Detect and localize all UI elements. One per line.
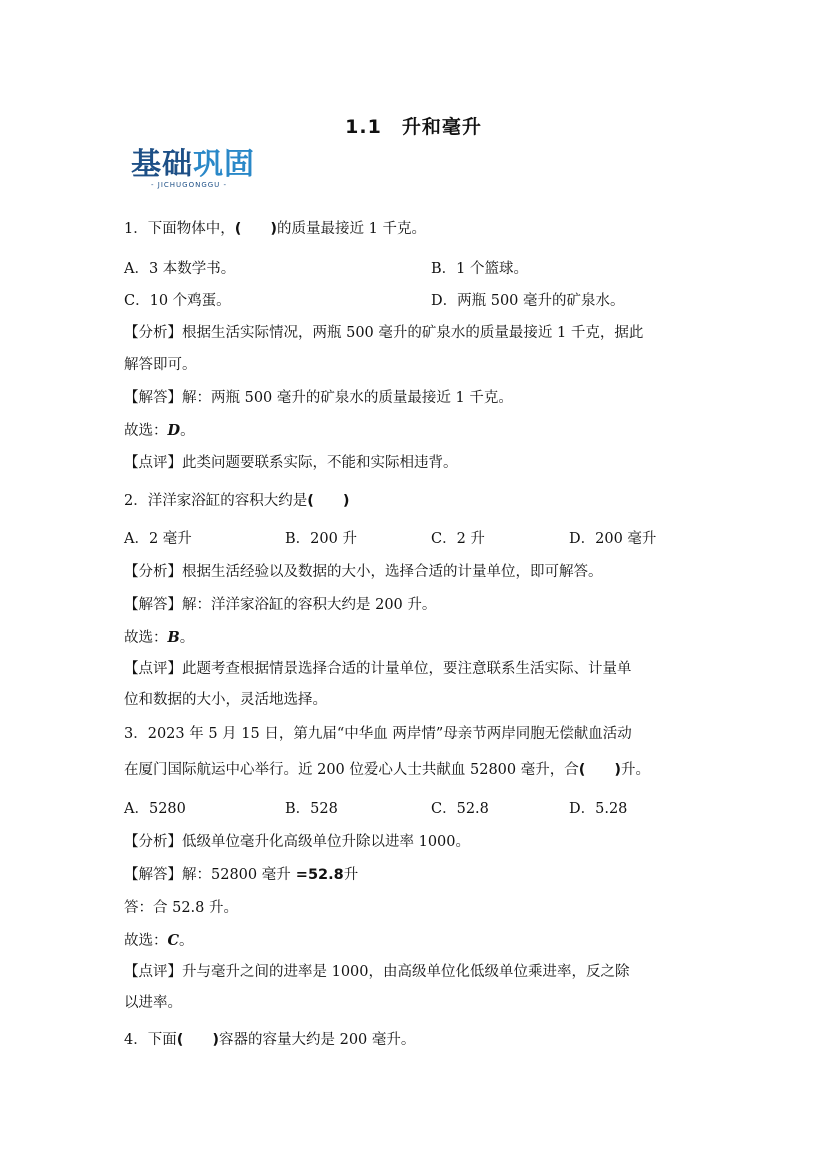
logo-text-basic: 基础 bbox=[131, 147, 193, 182]
q3-choice: 故选：C。 bbox=[124, 932, 194, 949]
q3-stem-cont: 在厦门国际航运中心举行。近 200 位爱心人士共献血 52800 毫升，合( )升。 bbox=[124, 762, 651, 778]
q1-option-d: D．两瓶 500 毫升的矿泉水。 bbox=[431, 293, 625, 309]
q2-option-b: B．200 升 bbox=[285, 531, 357, 547]
q1-option-b: B．1 个篮球。 bbox=[431, 261, 528, 277]
q2-stem: 2．洋洋家浴缸的容积大约是( ) bbox=[124, 493, 350, 509]
q3-option-c: C．52.8 bbox=[431, 801, 489, 817]
q3-answer: 【解答】解：52800 毫升 =52.8升 bbox=[124, 867, 359, 883]
q3-comment: 【点评】升与毫升之间的进率是 1000，由高级单位化低级单位乘进率，反之除 bbox=[124, 964, 630, 980]
q3-comment-cont: 以进率。 bbox=[124, 995, 182, 1011]
q2-comment-cont: 位和数据的大小，灵活地选择。 bbox=[124, 692, 327, 708]
q2-option-d: D．200 毫升 bbox=[569, 531, 657, 547]
q3-option-d: D．5.28 bbox=[569, 801, 628, 817]
q3-option-b: B．528 bbox=[285, 801, 338, 817]
q2-comment: 【点评】此题考查根据情景选择合适的计量单位，要注意联系生活实际、计量单 bbox=[124, 661, 632, 677]
q1-analysis: 【分析】根据生活实际情况，两瓶 500 毫升的矿泉水的质量最接近 1 千克，据此 bbox=[124, 325, 644, 341]
q2-option-a: A．2 毫升 bbox=[124, 531, 192, 547]
q2-option-c: C．2 升 bbox=[431, 531, 485, 547]
q1-option-c: C．10 个鸡蛋。 bbox=[124, 293, 231, 309]
page-title: 1.1 升和毫升 bbox=[345, 116, 482, 138]
q3-blank: ( ) bbox=[578, 762, 622, 778]
q1-comment: 【点评】此类问题要联系实际，不能和实际相违背。 bbox=[124, 455, 458, 471]
q1-stem: 1．下面物体中，( )的质量最接近 1 千克。 bbox=[124, 221, 426, 237]
q3-reply: 答：合 52.8 升。 bbox=[124, 900, 239, 916]
q1-analysis-cont: 解答即可。 bbox=[124, 357, 197, 373]
logo-subtitle: - JICHUGONGGU - bbox=[151, 181, 228, 189]
q2-analysis: 【分析】根据生活经验以及数据的大小，选择合适的计量单位，即可解答。 bbox=[124, 564, 603, 580]
q3-stem: 3．2023 年 5 月 15 日，第九届“中华血 两岸情”母亲节两岸同胞无偿献血活动 bbox=[124, 726, 632, 742]
q1-choice: 故选：D。 bbox=[124, 422, 195, 439]
q1-answer: 【解答】解：两瓶 500 毫升的矿泉水的质量最接近 1 千克。 bbox=[124, 390, 513, 406]
q4-blank: ( ) bbox=[176, 1032, 219, 1048]
q2-answer: 【解答】解：洋洋家浴缸的容积大约是 200 升。 bbox=[124, 597, 437, 613]
q3-analysis: 【分析】低级单位毫升化高级单位升除以进率 1000。 bbox=[124, 834, 471, 850]
q1-blank: ( ) bbox=[234, 221, 277, 237]
q1-option-a: A．3 本数学书。 bbox=[124, 261, 236, 277]
q4-stem: 4．下面( )容器的容量大约是 200 毫升。 bbox=[124, 1032, 416, 1048]
q3-option-a: A．5280 bbox=[124, 801, 186, 817]
logo-text-consolidate: 巩固 bbox=[193, 147, 255, 182]
q2-blank: ( ) bbox=[307, 493, 350, 509]
q2-choice: 故选：B。 bbox=[124, 629, 195, 646]
section-logo bbox=[131, 147, 271, 192]
